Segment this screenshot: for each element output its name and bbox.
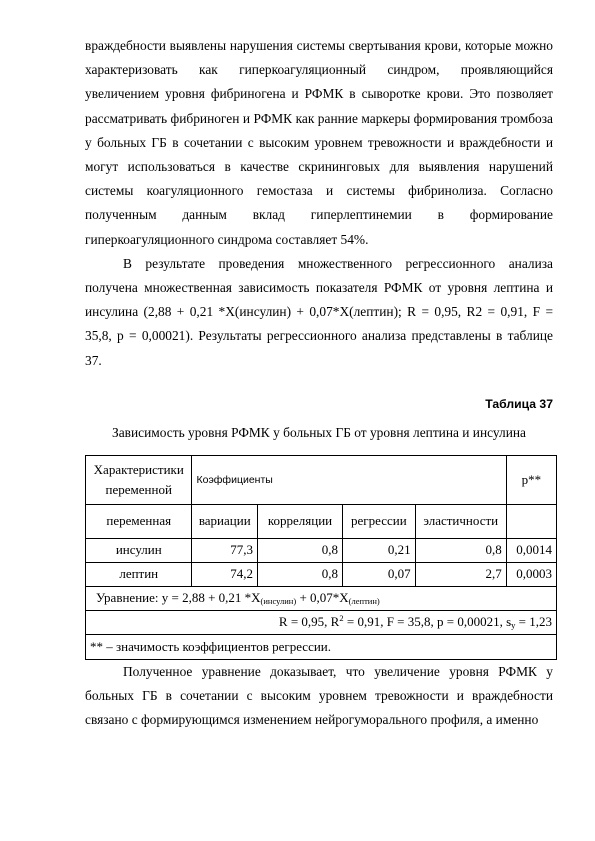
table-label: Таблица 37 [485,396,553,411]
row-variation: 77,3 [192,538,258,562]
subheader-p-empty [506,504,556,538]
row-name: лептин [86,562,192,586]
stats-r: R = 0,95, R [278,614,340,630]
row-variation: 74,2 [192,562,258,586]
equation-row [86,586,557,610]
page-content [85,34,553,732]
note-row [86,634,557,659]
stats-r2-sup: 2 [339,613,344,624]
subheader-variation: вариации [192,504,258,538]
row-regression: 0,21 [342,538,415,562]
header-coefficients: Коэффициенты [192,455,506,504]
table-caption: Зависимость уровня РФМК у больных ГБ от уровня лептина и инсулина [112,424,526,440]
regression-stats [86,610,557,634]
table-subheader-row [86,504,557,538]
row-elasticity: 0,8 [415,538,506,562]
row-p: 0,0003 [506,562,556,586]
table-row [86,538,557,562]
header-p: p** [506,455,556,504]
conclusion-paragraph: Полученное уравнение доказывает, что увеличение уровня РФМК у больных ГБ в сочетании с высоким уровнем тревожности и враждебности связано с формирующимся изменением нейрогуморального профиля, а именно [85,663,553,728]
subheader-correlation: корреляции [258,504,343,538]
header-characteristics: Характеристики переменной [86,455,192,504]
stats-tail: = 1,23 [515,614,552,630]
row-p: 0,0014 [506,538,556,562]
equation-prefix: Уравнение: y = 2,88 + 0,21 *X [96,590,261,606]
row-correlation: 0,8 [258,538,343,562]
row-correlation: 0,8 [258,562,343,586]
stats-rest: = 0,91, F = 35,8, p = 0,00021, s [343,614,512,630]
row-name: инсулин [86,538,192,562]
stats-sy-sub: y [511,620,516,631]
intro-paragraph: враждебности выявлены нарушения системы свертывания крови, которые можно характеризовать как гиперкоагуляционный синдром, проявляющийся увеличением уровня фибриногена и РФМК в сыворотке крови. Это позволяет рассматривать фибриноген и РФМК как ранние маркеры формирования тромбоза у больных ГБ в сочетании с высоким уровнем тревожности и враждебности и могут использоваться в качестве скрининговых для выявления нарушений системы коагуляционного гемостаза и системы фибринолиза. Согласно полученным данным вклад гиперлептинемии в формирование гиперкоагуляционного синдрома составляет 54%. [85,38,553,247]
regression-equation [86,586,557,610]
regression-table [85,455,557,660]
subheader-regression: регрессии [342,504,415,538]
stats-row [86,610,557,634]
table-note: ** – значимость коэффициентов регрессии. [86,634,557,659]
subheader-variable: переменная [86,504,192,538]
equation-sub-insulin: (инсулин) [260,596,297,607]
row-elasticity: 2,7 [415,562,506,586]
table-row [86,562,557,586]
subheader-elasticity: эластичности [415,504,506,538]
equation-mid: + 0,07*X [296,590,349,606]
equation-sub-leptin: (лептин) [348,596,380,607]
table-header-row [86,455,557,504]
regression-paragraph: В результате проведения множественного регрессионного анализа получена множественная зависимость показателя РФМК от уровня лептина и инсулина (2,88 + 0,21 *Х(инсулин) + 0,07*Х(лептин); R = 0,95, R2 = 0,91, F = 35,8, p = 0,00021). Результаты регрессионного анализа представлены в таблице 37. [85,255,553,368]
row-regression: 0,07 [342,562,415,586]
